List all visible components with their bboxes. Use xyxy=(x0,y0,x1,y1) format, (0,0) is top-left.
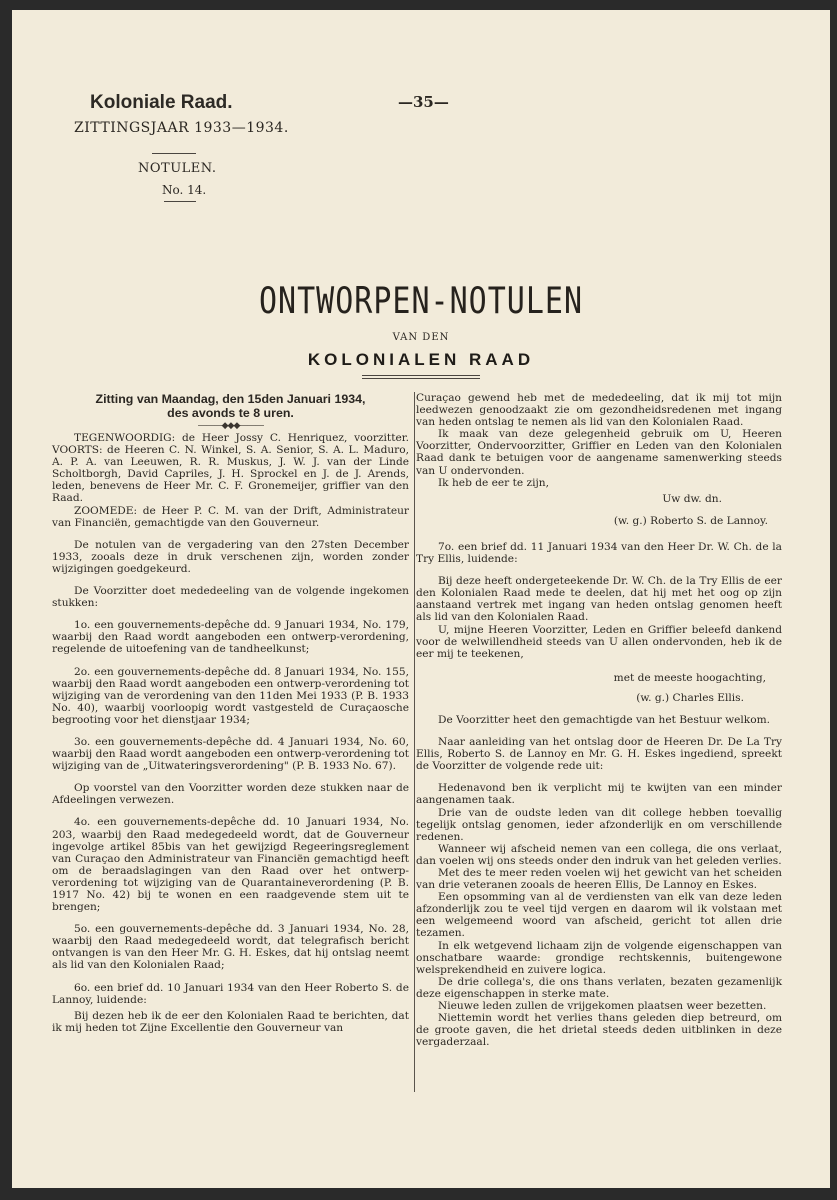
closing: met de meeste hoogachting, xyxy=(613,671,766,684)
divider xyxy=(164,201,196,202)
title-van-den: VAN DEN xyxy=(392,332,450,343)
organization-name: Koloniale Raad. xyxy=(90,92,233,113)
paragraph: 2o. een gouvernements-depêche dd. 8 Januari 1934, No. 155, waarbij den Raad wordt aangeboden een ontwerp-verordening tot wijziging van de verordening van den 11den Mei 1933 (P. B. 1933 No. 40), waarbij voorloopig wordt vastgesteld de Curaçaosche begrooting voor het dienstjaar 1934; xyxy=(52,665,409,726)
paragraph: De drie collega's, die ons thans verlaten, bezaten gezamenlijk deze eigenschappen in sterke mate. xyxy=(416,975,782,1000)
divider xyxy=(152,153,196,154)
paragraph: De Voorzitter heet den gemachtigde van het Bestuur welkom. xyxy=(438,713,771,726)
signature: (w. g.) Charles Ellis. xyxy=(636,691,744,704)
right-column xyxy=(416,392,782,1048)
notulen-label: NOTULEN. xyxy=(138,161,217,176)
session-year: ZITTINGSJAAR 1933—1934. xyxy=(74,120,289,136)
paragraph: 6o. een brief dd. 10 Januari 1934 van den Heer Roberto S. de Lannoy, luidende: xyxy=(52,981,409,1006)
signature: (w. g.) Roberto S. de Lannoy. xyxy=(613,514,768,527)
paragraph: Wanneer wij afscheid nemen van een collega, die ons verlaat, dan voelen wij ons steeds onder den indruk van het geleden verlies. xyxy=(416,842,782,867)
page-title: ONTWORPEN-NOTULEN xyxy=(258,280,584,323)
paragraph: U, mijne Heeren Voorzitter, Leden en Griffier beleefd dankend voor de welwillendheid steeds van U allen ondervonden, heb ik de eer mij te teekenen, xyxy=(416,623,782,660)
paragraph: Met des te meer reden voelen wij het gewicht van het scheiden van drie veteranen zooals de heeren Ellis, De Lannoy en Eskes. xyxy=(416,867,782,892)
session-heading: Zitting van Maandag, den 15den Januari 1934, xyxy=(95,392,366,406)
document-page xyxy=(12,10,830,1188)
paragraph: ZOOMEDE: de Heer P. C. M. van der Drift, Administrateur van Financiën, gemachtigde van den Gouverneur. xyxy=(52,504,409,529)
paragraph: Hedenavond ben ik verplicht mij te kwijten van een minder aangenamen taak. xyxy=(416,782,782,807)
title-rule xyxy=(362,378,480,379)
title-raad: KOLONIALEN RAAD xyxy=(307,350,535,369)
paragraph: Drie van de oudste leden van dit college hebben toevallig tegelijk ontslag genomen, ieder afzonderlijk en om verschillende redenen. xyxy=(416,806,782,843)
title-rule xyxy=(362,375,480,376)
left-column xyxy=(52,392,409,1034)
closing: Uw dw. dn. xyxy=(662,492,722,505)
paragraph: 3o. een gouvernements-depêche dd. 4 Januari 1934, No. 60, waarbij den Raad wordt aangeboden een ontwerp-verordening tot wijziging van de „Uitwateringsverordening" (P. B. 1933 No. 67). xyxy=(52,735,409,773)
paragraph: 7o. een brief dd. 11 Januari 1934 van den Heer Dr. W. Ch. de la Try Ellis, luidende: xyxy=(416,540,782,566)
paragraph: Nieuwe leden zullen de vrijgekomen plaatsen weer bezetten. xyxy=(438,1000,767,1013)
page-number: —35— xyxy=(398,93,449,111)
paragraph: De notulen van de vergadering van den 27sten December 1933, zooals deze in druk verschenen zijn, worden zonder wijzigingen goedgekeurd. xyxy=(52,538,409,575)
paragraph: Niettemin wordt het verlies thans geleden diep betreurd, om de groote gaven, die het drietal steeds deden uitblinken in deze vergaderzaal. xyxy=(416,1012,782,1049)
paragraph: In elk wetgevend lichaam zijn de volgende eigenschappen van onschatbare waarde: grondige rechtskennis, buitengewone welsprekendheid en zuivere logica. xyxy=(416,939,782,976)
paragraph: 1o. een gouvernements-depêche dd. 9 Januari 1934, No. 179, waarbij den Raad wordt aangeboden een ontwerp-verordening, regelende de uitoefening van de tandheelkunst; xyxy=(52,619,409,656)
paragraph: Op voorstel van den Voorzitter worden deze stukken naar de Afdeelingen verwezen. xyxy=(52,782,409,807)
paragraph: TEGENWOORDIG: de Heer Jossy C. Henriquez, voorzitter. VOORTS: de Heeren C. N. Winkel, S. A. Senior, S. A. L. Maduro, A. P. A. van Leeuwen, R. R. Muskus, J. W. J. van der Linde Scholtborgh, David Capriles, J. H. Sprockel en J. de J. Arends, leden, benevens de Heer Mr. C. F. Gronemeijer, griffier van den Raad. xyxy=(52,432,409,505)
paragraph: 5o. een gouvernements-depêche dd. 3 Januari 1934, No. 28, waarbij den Raad medegedeeld wordt, dat telegrafisch bericht ontvangen is van den Heer Mr. G. H. Eskes, dat hij ontslag neemt als lid van den Kolonialen Raad; xyxy=(52,923,409,972)
column-divider xyxy=(414,392,415,1092)
notulen-number: No. 14. xyxy=(162,183,207,197)
paragraph: Bij dezen heb ik de eer den Kolonialen Raad te berichten, dat ik mij heden tot Zijne Excellentie den Gouverneur van xyxy=(52,1009,409,1034)
session-heading: des avonds te 8 uren. xyxy=(167,406,294,420)
ornament: ———◆◆◆——— xyxy=(197,421,264,431)
paragraph: Curaçao gewend heb met de mededeeling, dat ik mij tot mijn leedwezen genoodzaakt zie om gezondheidsredenen met ingang van heden ontslag te nemen als lid van den Kolonialen Raad. xyxy=(416,392,782,429)
paragraph: Ik heb de eer te zijn, xyxy=(438,476,549,489)
paragraph: Bij deze heeft ondergeteekende Dr. W. Ch. de la Try Ellis de eer den Kolonialen Raad mede te deelen, dat hij met het oog op zijn aanstaand vertrek met ingang van heden ontslag genomen heeft als lid van den Kolonialen Raad. xyxy=(416,575,782,624)
paragraph: Ik maak van deze gelegenheid gebruik om U, Heeren Voorzitter, Ondervoorzitter, Griffier en Leden van den Kolonialen Raad dank te betuigen voor de aangename samenwerking steeds van U ondervonden. xyxy=(416,428,782,477)
paragraph: Een opsomming van al de verdiensten van elk van deze leden afzonderlijk zou te veel tijd vergen en daarom wil ik volstaan met een welgemeend woord van afscheid, gericht tot allen drie tezamen. xyxy=(416,891,782,940)
paragraph: Naar aanleiding van het ontslag door de Heeren Dr. De La Try Ellis, Roberto S. de Lannoy en Mr. G. H. Eskes ingediend, spreekt de Voorzitter de volgende rede uit: xyxy=(416,736,782,773)
paragraph: De Voorzitter doet mededeeling van de volgende ingekomen stukken: xyxy=(52,585,409,610)
paragraph: 4o. een gouvernements-depêche dd. 10 Januari 1934, No. 203, waarbij den Raad medegedeeld wordt, dat de Gouverneur ingevolge artikel 85bis van het gewijzigd Regeeringsreglement van Curaçao den Administrateur van Financiën gemachtigd heeft om de beraadslagingen van den Raad over het ontwerp-verordening tot wijziging van de Quarantaineverordening (P. B. 1917 No. 42) bij te wonen en een raadgevende stem uit te brengen; xyxy=(52,816,409,914)
